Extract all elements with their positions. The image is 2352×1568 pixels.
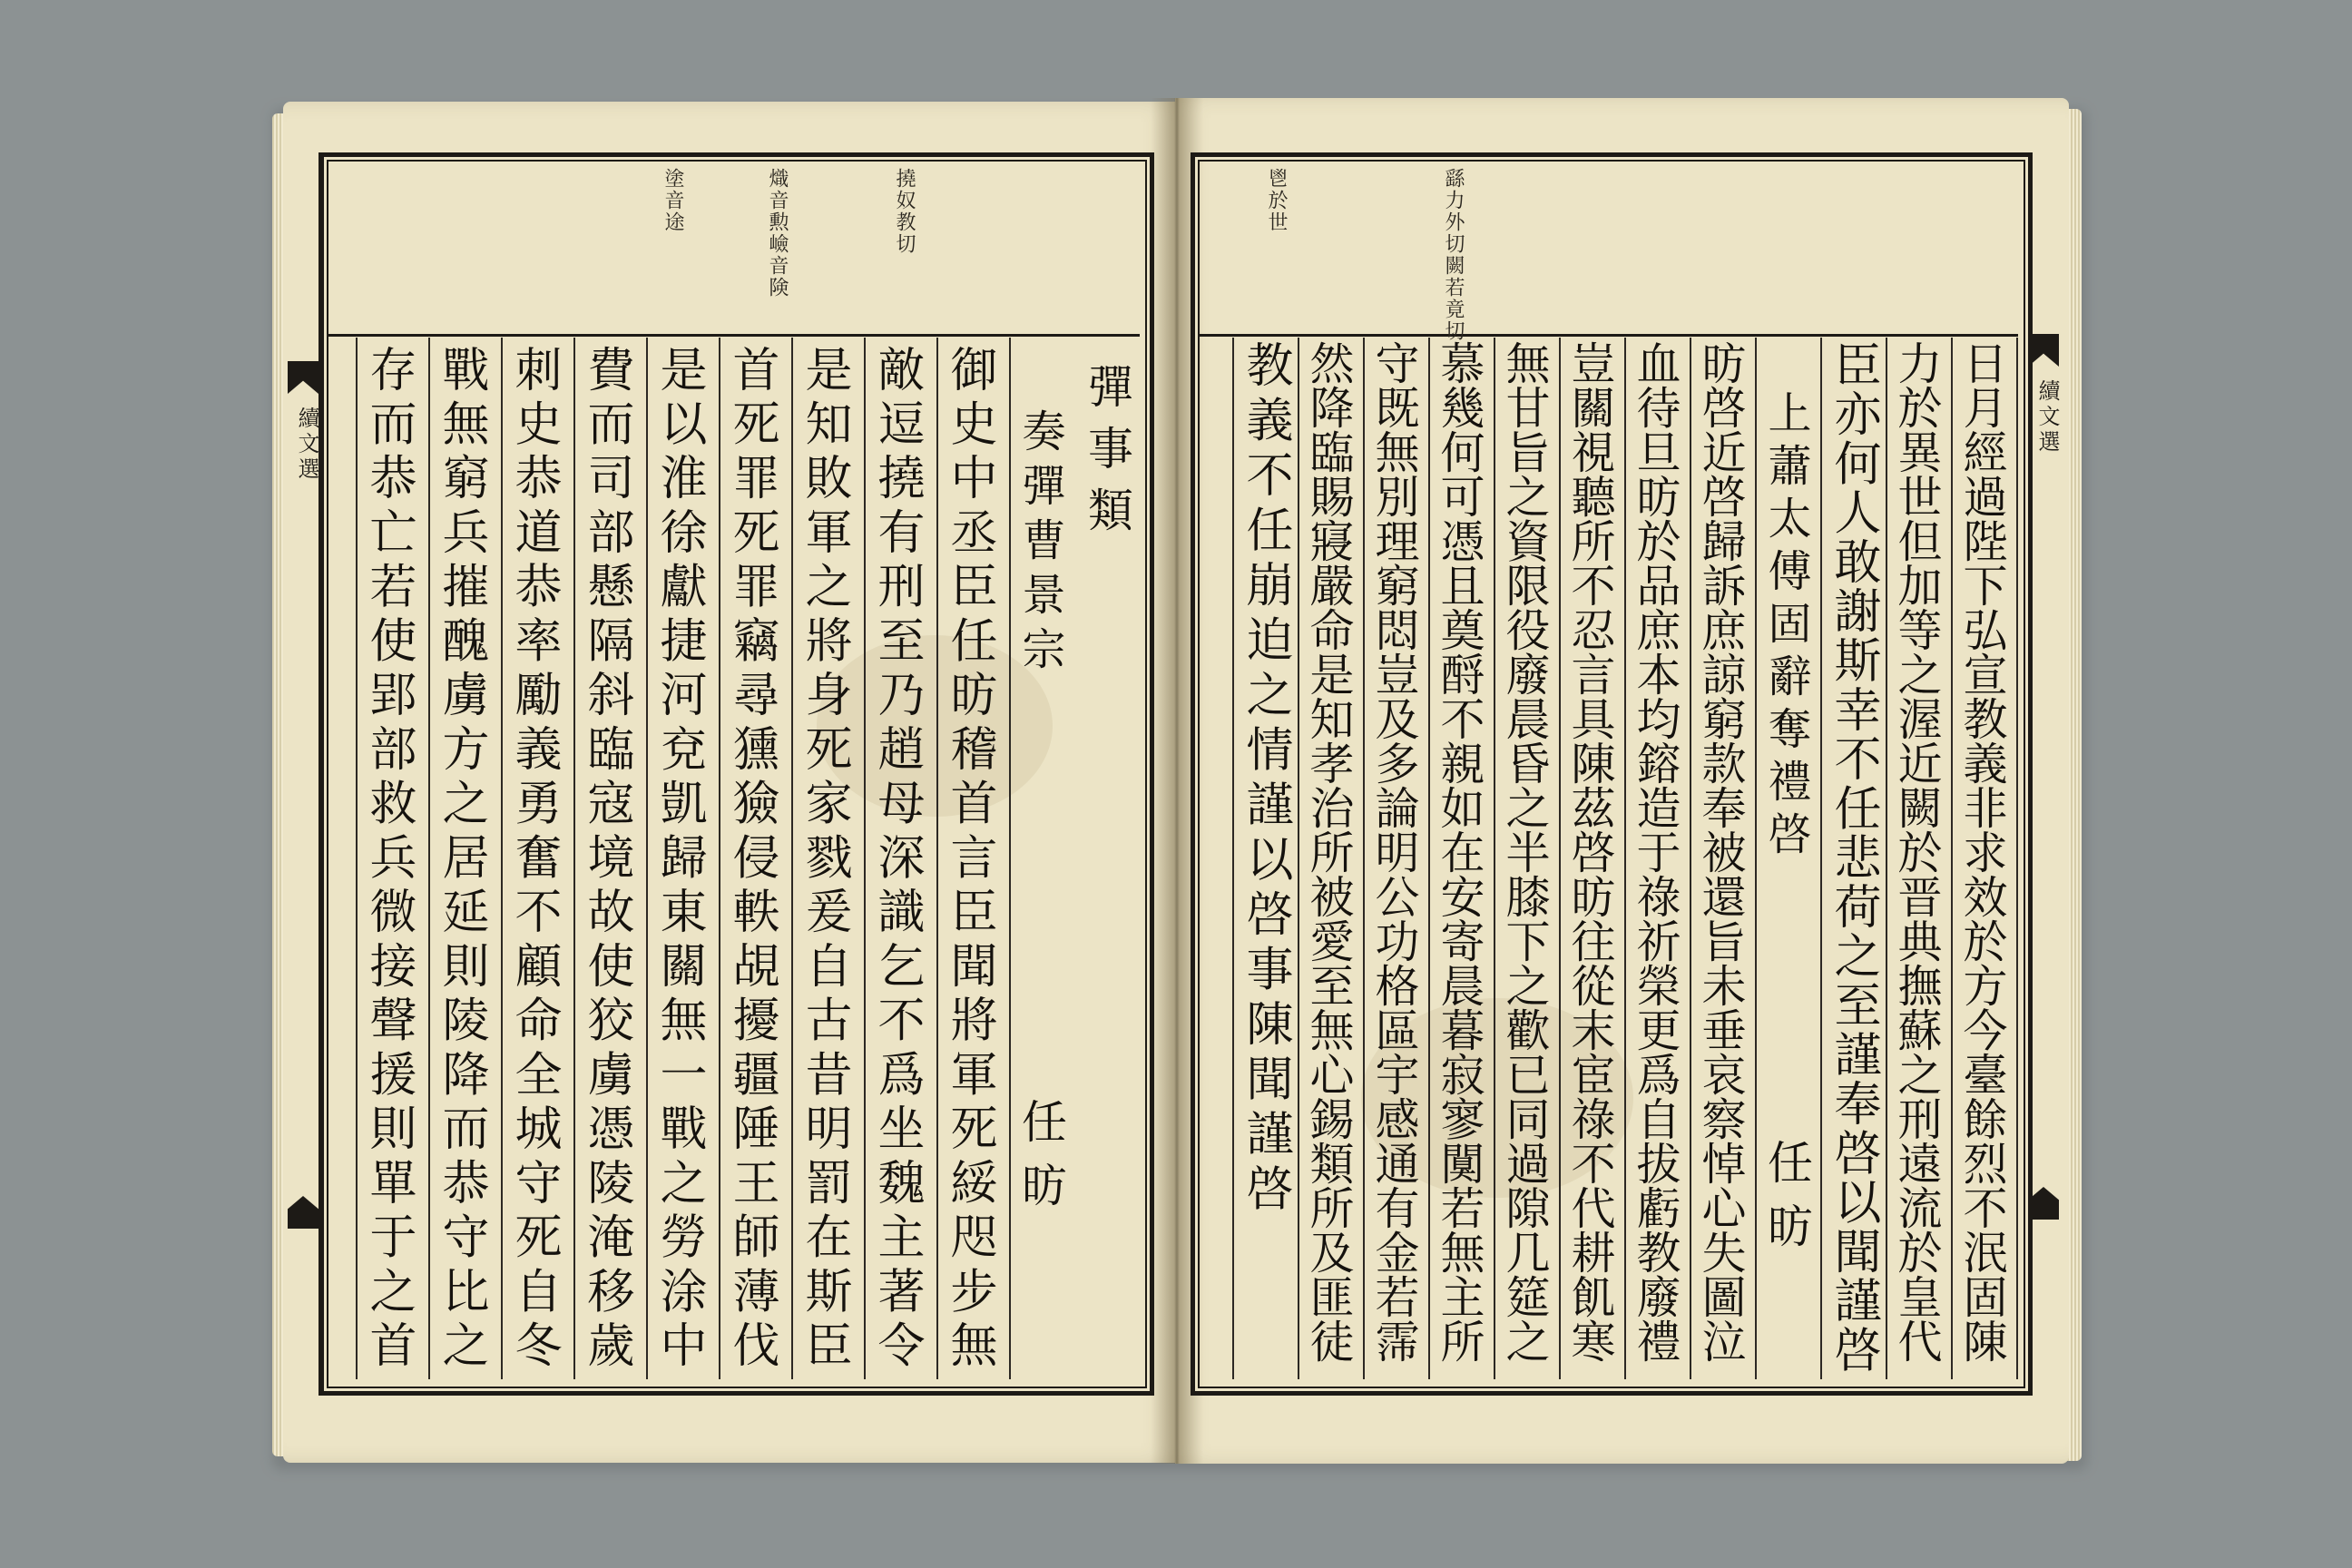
author-name: 任昉: [1014, 1098, 1067, 1225]
annotation-reading: 音勲: [766, 190, 789, 233]
text-column: 戰無窮兵摧醜虜方之居延則陵降而恭守比之: [434, 345, 488, 1375]
column-rule: [1755, 338, 1757, 1379]
column-rule: [573, 338, 575, 1379]
column-rule: [1298, 338, 1299, 1379]
annotation-reading: 音途: [662, 190, 684, 233]
annotation-reading: 力外切: [1442, 190, 1465, 255]
text-column: 存而恭亡若使郢部救兵微接聲援則單于之首: [361, 345, 416, 1375]
right-annotation-1: [1443, 168, 1463, 342]
column-rule: [1363, 338, 1365, 1379]
right-margin-heading: 續文選: [2034, 379, 2060, 456]
column-rule: [1232, 338, 1234, 1379]
column-rule: [428, 338, 430, 1379]
author-name: 任昉: [1760, 1139, 1813, 1266]
text-column: 敵逗撓有刑至乃趙母深識乞不爲坐魏主著令: [869, 345, 924, 1375]
text-column: 是以淮徐獻捷河兗凱歸東關無一戰之勞涂中: [652, 345, 706, 1375]
fishtail-mark-lower: [288, 1196, 318, 1229]
annotation-reading: 音険: [766, 255, 789, 299]
fishtail-mark-upper: [288, 361, 318, 394]
text-column: 首死罪死罪竊尋獯獫侵軼覘擾疆陲王師薄伐: [724, 345, 779, 1375]
annotation-glyph: 熾: [766, 168, 789, 190]
text-column: 昉啓近啓歸訴庶諒窮款奉被還旨未垂哀察悼心失圖泣: [1695, 340, 1747, 1363]
annotation-glyph: 撓: [893, 168, 916, 190]
column-rule: [719, 338, 720, 1379]
text-column: 豈關視聽所不忍言具陳茲啓昉往從末宦祿不代耕飢寒: [1564, 340, 1616, 1363]
column-rule: [791, 338, 793, 1379]
text-column: 日月經過陛下弘宣教義非求效於方今臺餘烈不泯固陳: [1956, 340, 2008, 1363]
column-rule: [1428, 338, 1430, 1379]
right-annotation-2: [1266, 168, 1286, 233]
annotation-glyph: 塗: [662, 168, 684, 190]
column-rule: [501, 338, 503, 1379]
text-column: 御史中丞臣任昉稽首言臣聞將軍死綏咫步無: [942, 345, 996, 1375]
text-column: 教義不任崩迫之情謹以啓事陳聞謹啓: [1238, 340, 1292, 1219]
text-column: 慕幾何可憑且奠酹不親如在安寄晨暮寂寥闃若無主所: [1434, 340, 1485, 1363]
fishtail-mark-upper: [2028, 334, 2059, 367]
fishtail-mark-lower: [2028, 1187, 2059, 1220]
annotation-glyph: 闕: [1442, 255, 1465, 277]
column-rule: [1009, 338, 1011, 1379]
column-rule: [1951, 338, 1953, 1379]
annotation-reading: 於世: [1265, 190, 1288, 233]
piece-title: 奏彈曹景宗: [1014, 408, 1065, 681]
column-rule: [646, 338, 648, 1379]
left-annotation-rule: [327, 334, 1140, 337]
column-rule: [356, 338, 358, 1379]
column-rule: [864, 338, 866, 1379]
left-margin-heading: 續文選: [294, 407, 319, 483]
annotation-reading: 若竟切: [1442, 277, 1465, 342]
annotation-glyph: 鬯: [1265, 168, 1288, 190]
left-fold-margin: [288, 152, 321, 1396]
section-title: 彈事類: [1081, 363, 1133, 548]
column-rule: [1624, 338, 1626, 1379]
column-rule: [1820, 338, 1822, 1379]
text-column: 然降臨賜寢嚴命是知孝治所被愛至無心錫類所及匪徒: [1303, 340, 1355, 1363]
column-rule: [1494, 338, 1495, 1379]
text-column: 無甘旨之資限役廢晨昏之半膝下之歡已同過隙几筵之: [1499, 340, 1551, 1363]
column-rule: [2016, 338, 2018, 1379]
annotation-reading: 奴教切: [893, 190, 916, 255]
right-annotation-rule: [1198, 334, 2018, 337]
left-annotation-1: [894, 168, 914, 255]
text-column: 刺史恭道恭率勵義勇奮不顧命全城守死自冬: [506, 345, 561, 1375]
text-column: 血待旦昉於品庶本均鎔造于祿祈榮更爲自拔虧教廢禮: [1630, 340, 1681, 1363]
column-rule: [1886, 338, 1887, 1379]
text-column: 費而司部懸隔斜臨寇境故使狡虜憑陵淹移歲: [579, 345, 633, 1375]
text-column: 力於異世但加等之渥近闕於晋典撫蘇之刑遠流於皇代: [1891, 340, 1943, 1363]
column-rule: [936, 338, 938, 1379]
text-column: 臣亦何人敢謝斯幸不任悲荷之至謹奉啓以聞謹啓: [1826, 340, 1880, 1375]
column-rule: [1690, 338, 1691, 1379]
annotation-glyph: 繇: [1442, 168, 1465, 190]
text-column: 守既無別理窮悶豈及多論明公功格區宇感通有金若霈: [1368, 340, 1420, 1363]
left-annotation-3: [662, 168, 682, 233]
text-column: 是知敗軍之將身死家戮爰自古昔明罰在斯臣: [797, 345, 851, 1375]
left-annotation-2: [767, 168, 787, 299]
column-rule: [1559, 338, 1561, 1379]
piece-title: 上蕭太傅固辭奪禮啓: [1760, 390, 1811, 864]
annotation-glyph: 嶮: [766, 233, 789, 255]
